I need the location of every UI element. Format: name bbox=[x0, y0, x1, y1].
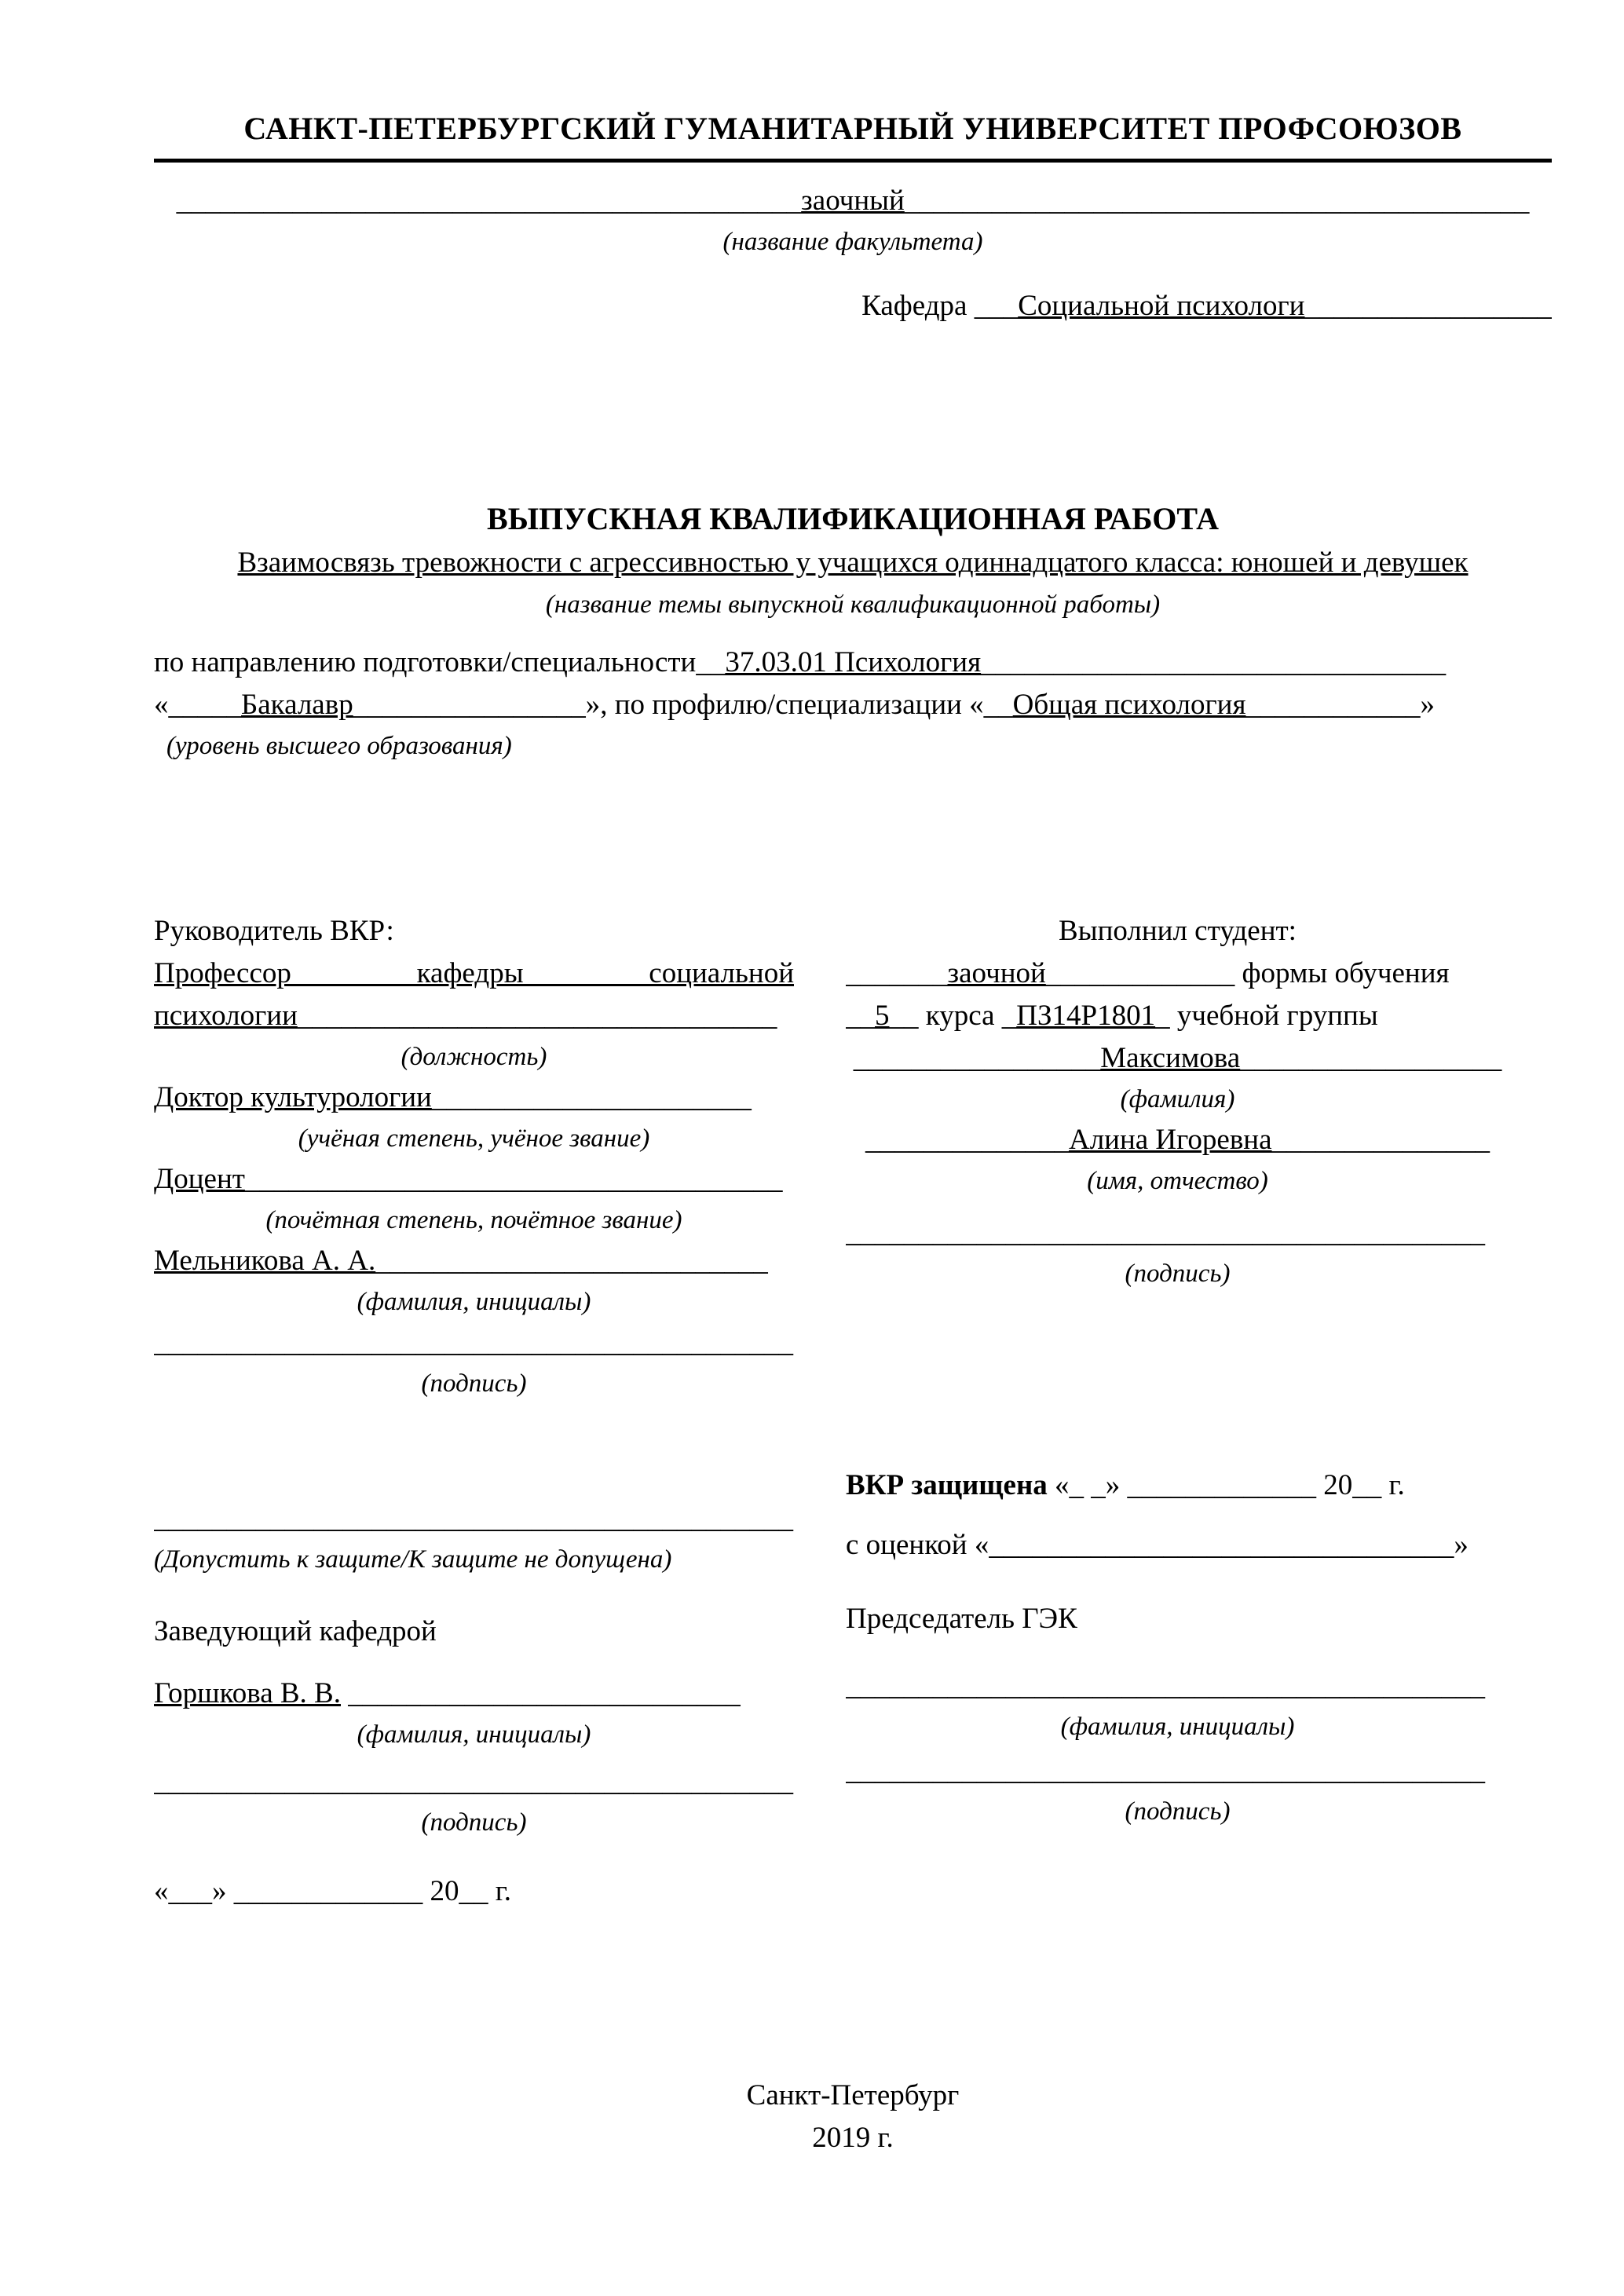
grade-line bbox=[846, 1524, 1509, 1567]
profile-blank-1: __ bbox=[983, 689, 1013, 721]
faculty-blank-right: ___________________________________________ bbox=[904, 185, 1530, 217]
student-form-blank-1: _______ bbox=[846, 957, 948, 989]
student-name-line bbox=[846, 1119, 1509, 1161]
student-name-blank-1: ______________ bbox=[865, 1124, 1069, 1156]
department-head-line bbox=[154, 1673, 794, 1715]
student-signature-caption: (подпись) bbox=[1125, 1260, 1231, 1288]
supervisor-degree-blank: ______________________ bbox=[431, 1081, 752, 1113]
student-name-caption: (имя, отчество) bbox=[1087, 1167, 1268, 1195]
grade-blank: ________________________________ bbox=[989, 1529, 1454, 1561]
faculty-blank-left: ___________________________________________ bbox=[176, 185, 802, 217]
student-surname-caption: (фамилия) bbox=[1120, 1085, 1235, 1113]
supervisor-rank-value: Доцент bbox=[154, 1163, 245, 1195]
level-open-quote: « bbox=[154, 689, 169, 721]
supervisor-position-blank: _________________________________ bbox=[297, 1000, 777, 1032]
supervisor-heading: Руководитель ВКР: bbox=[154, 915, 394, 947]
level-line bbox=[154, 684, 1552, 726]
approval-section bbox=[154, 1464, 1552, 1913]
student-surname-blank-2: __________________ bbox=[1240, 1042, 1502, 1074]
student-signature-line: ____________________________________________ bbox=[846, 1216, 1485, 1249]
student-course-mid: __ курса _ bbox=[889, 1000, 1017, 1032]
department-head-blank: ___________________________ bbox=[341, 1677, 741, 1709]
student-surname-value: Максимова bbox=[1100, 1042, 1241, 1074]
grade-label: с оценкой « bbox=[846, 1529, 989, 1561]
student-name-value: Алина Игоревна bbox=[1068, 1124, 1272, 1156]
supervisor-block bbox=[154, 910, 794, 1403]
supervisor-rank-caption: (почётная степень, почётное звание) bbox=[265, 1206, 682, 1234]
supervisor-name-value: Мельникова А. А. bbox=[154, 1245, 376, 1277]
university-header: САНКТ-ПЕТЕРБУРГСКИЙ ГУМАНИТАРНЫЙ УНИВЕРСИТЕТ ПРОФСОЮЗОВ bbox=[154, 108, 1552, 163]
grade-close-quote: » bbox=[1454, 1529, 1469, 1561]
supervisor-name-blank: ___________________________ bbox=[375, 1245, 768, 1277]
supervisor-degree-value: Доктор культурологии bbox=[154, 1081, 432, 1113]
department-label: Кафедра bbox=[861, 290, 975, 322]
footer-city: Санкт-Петербург bbox=[746, 2079, 960, 2111]
chairman-signature-line: ____________________________________________ bbox=[846, 1754, 1485, 1786]
level-blank-1: _____ bbox=[168, 689, 241, 721]
student-heading: Выполнил студент: bbox=[1059, 915, 1297, 947]
admission-blank-line: ____________________________________________ bbox=[154, 1502, 793, 1534]
student-form-blank-2: _____________ bbox=[1045, 957, 1235, 989]
profile-blank-2: ____________ bbox=[1245, 689, 1421, 721]
supervisor-position-line1: Профессор кафедры социальной bbox=[154, 957, 794, 989]
work-theme: Взаимосвязь тревожности с агрессивностью у учащихся одиннадцатого класса: юношей и девушек bbox=[237, 547, 1469, 579]
people-section bbox=[154, 910, 1552, 1403]
admission-caption: (Допустить к защите/К защите не допущена) bbox=[154, 1545, 672, 1574]
student-course-value: 5 bbox=[875, 1000, 890, 1032]
admission-signature-caption: (подпись) bbox=[421, 1808, 527, 1837]
defense-line bbox=[846, 1464, 1509, 1507]
department-value: Социальной психологи bbox=[1018, 290, 1305, 322]
level-blank-2: ________________ bbox=[353, 689, 586, 721]
direction-blank-right: ________________________________ bbox=[981, 646, 1447, 678]
admission-signature-line: ____________________________________________ bbox=[154, 1765, 793, 1797]
student-surname-blank-1: _________________ bbox=[853, 1042, 1101, 1074]
supervisor-name-line bbox=[154, 1240, 794, 1282]
supervisor-name-caption: (фамилия, инициалы) bbox=[357, 1288, 591, 1316]
department-head-name: Горшкова В. В. bbox=[154, 1677, 341, 1709]
work-theme-caption: (название темы выпускной квалификационной работы) bbox=[545, 590, 1161, 619]
supervisor-degree-line bbox=[154, 1077, 794, 1119]
department-head-label: Заведующий кафедрой bbox=[154, 1615, 437, 1647]
department-head-caption: (фамилия, инициалы) bbox=[357, 1720, 591, 1749]
footer-year: 2019 г. bbox=[812, 2122, 894, 2154]
student-course-blank-1: __ bbox=[846, 1000, 875, 1032]
faculty-line bbox=[154, 180, 1552, 222]
student-form-rest: формы обучения bbox=[1234, 957, 1450, 989]
level-close-quote: » bbox=[1420, 689, 1435, 721]
chairman-label: Председатель ГЭК bbox=[846, 1603, 1077, 1635]
direction-value: 37.03.01 Психология bbox=[725, 646, 982, 678]
department-line bbox=[154, 285, 1552, 327]
defense-block bbox=[846, 1464, 1509, 1831]
chairman-name-caption: (фамилия, инициалы) bbox=[1060, 1713, 1295, 1741]
department-blank-right: _________________ bbox=[1304, 290, 1552, 322]
department-blank-left: ___ bbox=[974, 290, 1019, 322]
supervisor-signature-line: ____________________________________________ bbox=[154, 1326, 793, 1358]
chairman-name-line: ____________________________________________ bbox=[846, 1669, 1485, 1702]
profile-value: Общая психология bbox=[1012, 689, 1246, 721]
supervisor-rank-blank: _____________________________________ bbox=[244, 1163, 783, 1195]
supervisor-position-caption: (должность) bbox=[401, 1043, 547, 1071]
student-surname-line bbox=[846, 1037, 1509, 1080]
direction-blank-left: __ bbox=[696, 646, 726, 678]
supervisor-rank-line bbox=[154, 1158, 794, 1201]
supervisor-position-value: психологии bbox=[154, 1000, 298, 1032]
faculty-value: заочный bbox=[801, 185, 905, 217]
student-block bbox=[846, 910, 1509, 1293]
supervisor-degree-caption: (учёная степень, учёное звание) bbox=[298, 1124, 650, 1153]
faculty-caption: (название факультета) bbox=[722, 228, 983, 256]
student-course-line bbox=[846, 995, 1509, 1037]
student-name-blank-2: _______________ bbox=[1271, 1124, 1490, 1156]
student-group-value: ПЗ14Р1801 bbox=[1016, 1000, 1156, 1032]
direction-label: по направлению подготовки/специальности bbox=[154, 646, 697, 678]
level-caption: (уровень высшего образования) bbox=[166, 732, 512, 760]
supervisor-signature-caption: (подпись) bbox=[421, 1369, 527, 1398]
level-middle-text: », по профилю/специализации « bbox=[585, 689, 984, 721]
defense-label: ВКР защищена bbox=[846, 1469, 1048, 1501]
direction-line bbox=[154, 642, 1552, 684]
student-form-line bbox=[846, 952, 1509, 995]
work-title: ВЫПУСКНАЯ КВАЛИФИКАЦИОННАЯ РАБОТА bbox=[487, 501, 1219, 536]
level-value: Бакалавр bbox=[241, 689, 353, 721]
supervisor-position-line2 bbox=[154, 995, 794, 1037]
student-form-value: заочной bbox=[947, 957, 1046, 989]
defense-rest: «_ _» _____________ 20__ г. bbox=[1047, 1469, 1405, 1501]
admission-block bbox=[154, 1464, 794, 1913]
student-group-rest: _ учебной группы bbox=[1155, 1000, 1378, 1032]
admission-date-line: «___» _____________ 20__ г. bbox=[154, 1875, 512, 1907]
chairman-signature-caption: (подпись) bbox=[1125, 1797, 1231, 1826]
